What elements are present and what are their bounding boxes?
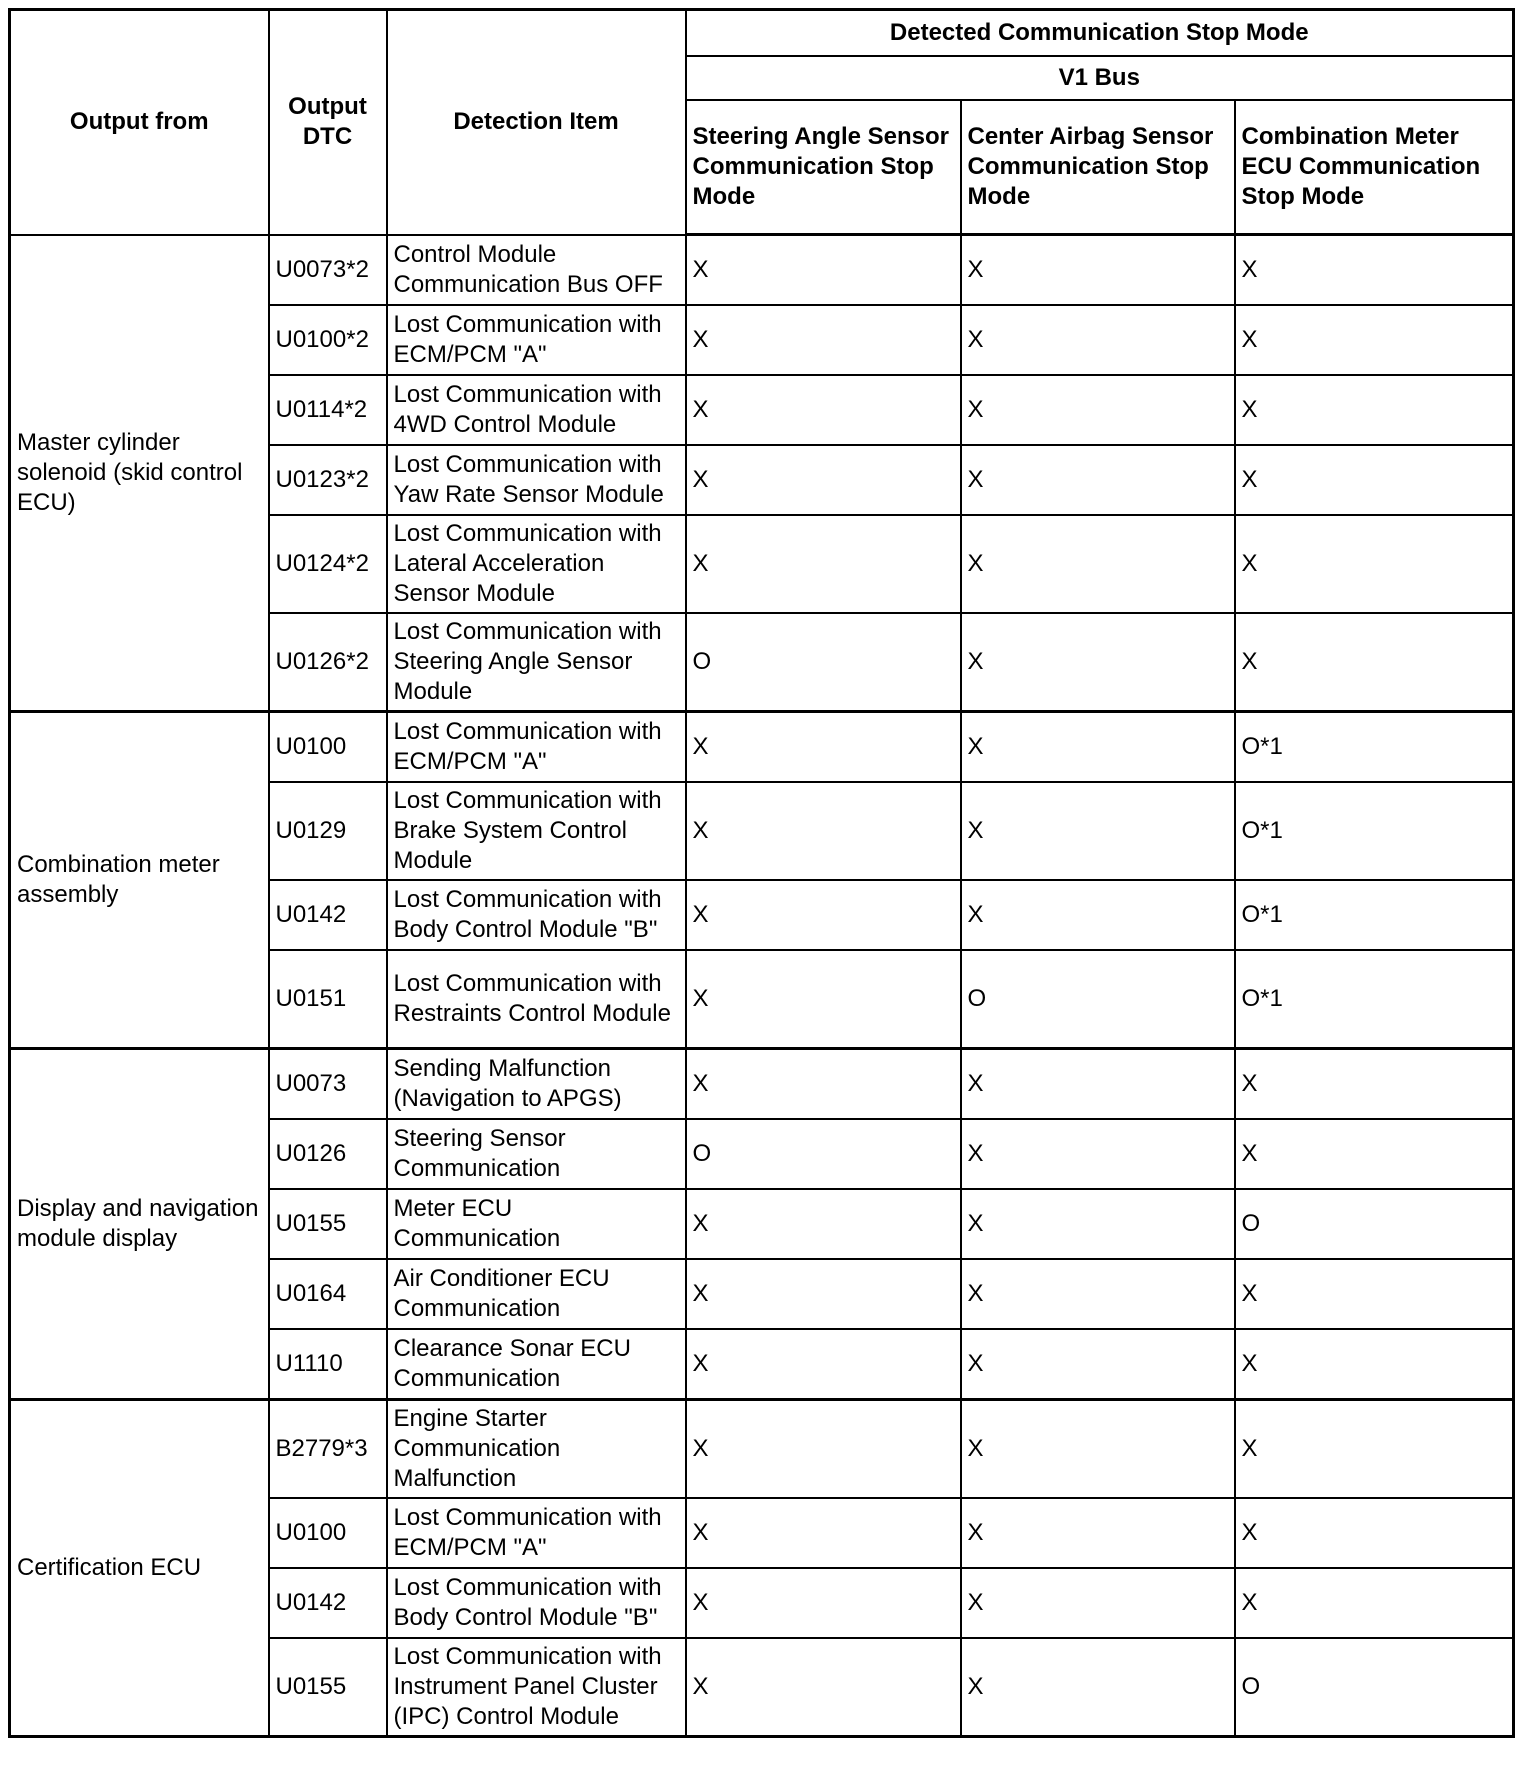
cell-detection-item: Lost Communication with 4WD Control Module xyxy=(387,375,686,445)
cell-dtc: U0100*2 xyxy=(269,305,387,375)
header-detection-item: Detection Item xyxy=(387,10,686,235)
cell-mode-value: X xyxy=(686,880,961,950)
cell-detection-item: Lost Communication with Instrument Panel Cluster (IPC) Control Module xyxy=(387,1638,686,1737)
cell-mode-value: X xyxy=(961,515,1235,613)
table-row xyxy=(10,1048,1514,1119)
cell-mode-value: X xyxy=(686,1048,961,1119)
cell-mode-value: X xyxy=(961,1189,1235,1259)
cell-dtc: U1110 xyxy=(269,1329,387,1400)
cell-detection-item: Lost Communication with ECM/PCM "A" xyxy=(387,305,686,375)
cell-dtc: U0155 xyxy=(269,1638,387,1737)
cell-mode-value: X xyxy=(961,782,1235,880)
table-row xyxy=(10,1399,1514,1498)
cell-output-from: Master cylinder solenoid (skid control ECU) xyxy=(10,235,269,712)
cell-mode-value: X xyxy=(686,515,961,613)
cell-mode-value: X xyxy=(686,445,961,515)
cell-detection-item: Engine Starter Communication Malfunction xyxy=(387,1399,686,1498)
cell-dtc: U0142 xyxy=(269,880,387,950)
cell-mode-value: X xyxy=(961,1638,1235,1737)
cell-mode-value: X xyxy=(961,1119,1235,1189)
cell-mode-value: X xyxy=(961,1399,1235,1498)
cell-mode-value: O*1 xyxy=(1235,950,1514,1049)
cell-mode-value: X xyxy=(1235,375,1514,445)
cell-detection-item: Lost Communication with Restraints Control Module xyxy=(387,950,686,1049)
cell-mode-value: X xyxy=(961,1259,1235,1329)
table-body xyxy=(10,235,1514,1737)
cell-mode-value: O xyxy=(686,613,961,712)
cell-mode-value: X xyxy=(686,305,961,375)
cell-mode-value: X xyxy=(961,711,1235,782)
cell-mode-value: O xyxy=(961,950,1235,1049)
cell-dtc: U0114*2 xyxy=(269,375,387,445)
cell-mode-value: O xyxy=(1235,1189,1514,1259)
cell-mode-value: X xyxy=(686,1189,961,1259)
header-steering-angle-mode: Steering Angle Sensor Communication Stop Mode xyxy=(686,100,961,235)
cell-mode-value: X xyxy=(961,445,1235,515)
cell-mode-value: X xyxy=(1235,1399,1514,1498)
cell-detection-item: Lost Communication with Brake System Control Module xyxy=(387,782,686,880)
cell-mode-value: X xyxy=(961,1498,1235,1568)
cell-mode-value: X xyxy=(686,1638,961,1737)
communication-stop-mode-table xyxy=(8,8,1515,1738)
header-center-airbag-mode: Center Airbag Sensor Communication Stop Mode xyxy=(961,100,1235,235)
cell-dtc: U0155 xyxy=(269,1189,387,1259)
cell-detection-item: Lost Communication with Body Control Module "B" xyxy=(387,880,686,950)
cell-mode-value: X xyxy=(961,235,1235,305)
cell-mode-value: X xyxy=(686,235,961,305)
cell-mode-value: O xyxy=(686,1119,961,1189)
cell-mode-value: X xyxy=(1235,305,1514,375)
cell-mode-value: X xyxy=(1235,445,1514,515)
table-header xyxy=(10,10,1514,235)
cell-dtc: U0073 xyxy=(269,1048,387,1119)
cell-mode-value: X xyxy=(961,1329,1235,1400)
cell-detection-item: Lost Communication with Yaw Rate Sensor Module xyxy=(387,445,686,515)
header-output-dtc: Output DTC xyxy=(269,10,387,235)
cell-detection-item: Sending Malfunction (Navigation to APGS) xyxy=(387,1048,686,1119)
cell-mode-value: X xyxy=(961,375,1235,445)
cell-mode-value: X xyxy=(686,782,961,880)
cell-dtc: U0073*2 xyxy=(269,235,387,305)
cell-mode-value: X xyxy=(686,1399,961,1498)
cell-mode-value: X xyxy=(1235,1498,1514,1568)
header-combination-meter-mode: Combination Meter ECU Communication Stop Mode xyxy=(1235,100,1514,235)
cell-output-from: Certification ECU xyxy=(10,1399,269,1736)
cell-mode-value: X xyxy=(1235,1048,1514,1119)
cell-mode-value: X xyxy=(1235,1329,1514,1400)
table-row xyxy=(10,711,1514,782)
cell-mode-value: X xyxy=(1235,515,1514,613)
cell-detection-item: Lost Communication with Lateral Acceleration Sensor Module xyxy=(387,515,686,613)
cell-dtc: U0123*2 xyxy=(269,445,387,515)
cell-mode-value: X xyxy=(686,711,961,782)
cell-dtc: U0151 xyxy=(269,950,387,1049)
cell-mode-value: X xyxy=(686,1329,961,1400)
cell-mode-value: X xyxy=(961,880,1235,950)
cell-mode-value: O*1 xyxy=(1235,782,1514,880)
cell-mode-value: X xyxy=(961,1048,1235,1119)
header-bus: V1 Bus xyxy=(686,56,1514,100)
cell-mode-value: X xyxy=(1235,1119,1514,1189)
cell-dtc: B2779*3 xyxy=(269,1399,387,1498)
cell-mode-value: X xyxy=(686,1259,961,1329)
cell-dtc: U0129 xyxy=(269,782,387,880)
cell-detection-item: Lost Communication with Steering Angle Sensor Module xyxy=(387,613,686,712)
cell-mode-value: O*1 xyxy=(1235,880,1514,950)
cell-dtc: U0126 xyxy=(269,1119,387,1189)
cell-mode-value: O*1 xyxy=(1235,711,1514,782)
cell-detection-item: Lost Communication with Body Control Module "B" xyxy=(387,1568,686,1638)
cell-mode-value: X xyxy=(961,1568,1235,1638)
cell-mode-value: O xyxy=(1235,1638,1514,1737)
cell-mode-value: X xyxy=(961,305,1235,375)
header-output-from: Output from xyxy=(10,10,269,235)
cell-mode-value: X xyxy=(1235,613,1514,712)
header-detected-mode: Detected Communication Stop Mode xyxy=(686,10,1514,57)
cell-detection-item: Lost Communication with ECM/PCM "A" xyxy=(387,711,686,782)
cell-dtc: U0100 xyxy=(269,711,387,782)
cell-detection-item: Air Conditioner ECU Communication xyxy=(387,1259,686,1329)
cell-mode-value: X xyxy=(1235,1568,1514,1638)
cell-dtc: U0142 xyxy=(269,1568,387,1638)
cell-dtc: U0100 xyxy=(269,1498,387,1568)
cell-dtc: U0124*2 xyxy=(269,515,387,613)
cell-dtc: U0126*2 xyxy=(269,613,387,712)
dtc-table-container xyxy=(8,8,1512,1738)
cell-detection-item: Control Module Communication Bus OFF xyxy=(387,235,686,305)
cell-mode-value: X xyxy=(1235,1259,1514,1329)
cell-mode-value: X xyxy=(961,613,1235,712)
cell-mode-value: X xyxy=(1235,235,1514,305)
cell-mode-value: X xyxy=(686,950,961,1049)
cell-output-from: Combination meter assembly xyxy=(10,711,269,1048)
cell-output-from: Display and navigation module display xyxy=(10,1048,269,1399)
table-row xyxy=(10,235,1514,305)
cell-detection-item: Meter ECU Communication xyxy=(387,1189,686,1259)
cell-detection-item: Steering Sensor Communication xyxy=(387,1119,686,1189)
cell-mode-value: X xyxy=(686,1498,961,1568)
cell-detection-item: Clearance Sonar ECU Communication xyxy=(387,1329,686,1400)
cell-mode-value: X xyxy=(686,375,961,445)
cell-detection-item: Lost Communication with ECM/PCM "A" xyxy=(387,1498,686,1568)
cell-mode-value: X xyxy=(686,1568,961,1638)
cell-dtc: U0164 xyxy=(269,1259,387,1329)
